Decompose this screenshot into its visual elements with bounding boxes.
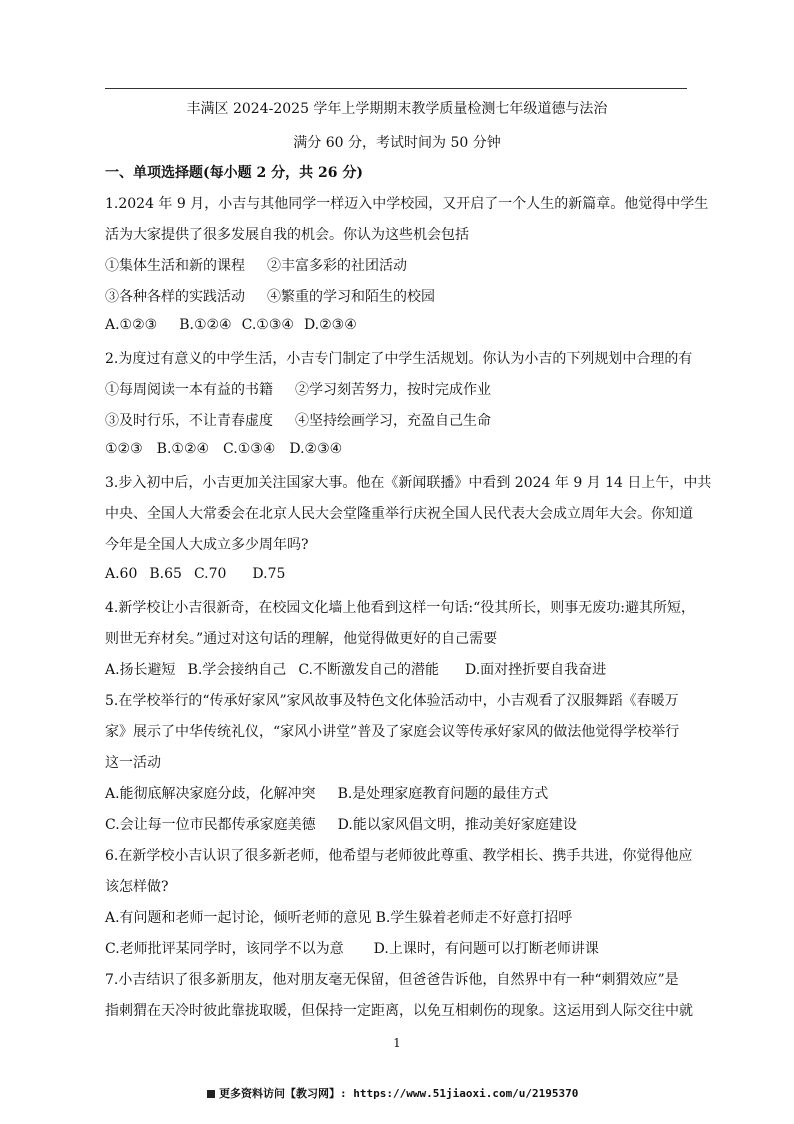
option: B.65 [149, 566, 182, 582]
option: B.是处理家庭教育问题的最佳方式 [337, 786, 549, 802]
question-3-options [105, 566, 307, 582]
statement: ③各种各样的实践活动 [105, 289, 245, 305]
question-6-line-1: 6.在新学校小吉认识了很多新老师，他希望与老师彼此尊重、教学相长、携手共进，你觉得他应 [105, 848, 693, 864]
option: A.有问题和老师一起讨论，倾听老师的意见 [105, 910, 372, 926]
question-4-line-1: 4.新学校让小吉很新奇，在校园文化墙上他看到这样一句话:“役其所长，则事无废功:避其所短， [105, 600, 695, 616]
question-7-line-1: 7.小吉结识了很多新朋友，他对朋友毫无保留，但爸爸告诉他，自然界中有一种“刺猬效应”是 [105, 972, 679, 988]
statement: ②丰富多彩的社团活动 [267, 258, 407, 274]
option: A.①②③ [105, 317, 158, 333]
question-1-line-1: 1.2024 年 9 月，小吉与其他同学一样迈入中学校园，又开启了一个人生的新篇章。他觉得中学生 [105, 196, 709, 212]
option: C.①③④ [241, 317, 294, 333]
question-3-line-1: 3.步入初中后，小吉更加关注国家大事。他在《新闻联播》中看到 2024 年 9 月 14 日上午，中共 [105, 475, 712, 491]
option: C.老师批评某同学时，该同学不以为意 [105, 941, 344, 957]
question-1-statements-row [105, 255, 429, 275]
option: D.上课时，有问题可以打断老师讲课 [373, 941, 599, 957]
page-number: 1 [393, 1036, 401, 1050]
question-5-line-3: 这一活动 [105, 755, 161, 771]
question-2-statements-row [105, 410, 513, 430]
option: B.学会接纳自己 [187, 662, 287, 678]
option: D.②③④ [289, 441, 343, 457]
question-6-options-row [105, 907, 594, 927]
question-4-line-2: 则世无弃材矣。”通过对这句话的理解，他觉得做更好的自己需要 [105, 631, 498, 647]
statement: ④繁重的学习和陌生的校园 [267, 289, 435, 305]
option: C.不断激发自己的潜能 [298, 662, 439, 678]
option: A.扬长避短 [105, 662, 176, 678]
statement: ③及时行乐，不让青春虚度 [105, 413, 273, 429]
question-5-options-row [105, 783, 570, 803]
question-2-statements-row [105, 379, 513, 399]
question-1-line-2: 活为大家提供了很多发展自我的机会。你认为这些机会包括 [105, 227, 469, 243]
flag-icon [207, 1090, 215, 1098]
page-title: 丰满区 2024-2025 学年上学期期末教学质量检测七年级道德与法治 [186, 101, 608, 117]
option: A.能彻底解决家庭分歧，化解冲突 [105, 786, 316, 802]
option: D.②③④ [303, 317, 357, 333]
statement: ①每周阅读一本有益的书籍 [105, 382, 273, 398]
option: B.①②④ [179, 317, 232, 333]
question-6-line-2: 该怎样做? [105, 879, 169, 895]
option: C.①③④ [223, 441, 276, 457]
header-rule [105, 88, 687, 89]
option: C.70 [193, 566, 227, 582]
question-5-line-2: 家》展示了中华传统礼仪，“家风小讲堂”普及了家庭会议等传承好家风的做法他觉得学校举行 [105, 724, 680, 740]
footer-link-row[interactable] [207, 1085, 578, 1101]
statement: ①集体生活和新的课程 [105, 258, 245, 274]
statement: ④坚持绘画学习，充盈自己生命 [295, 413, 491, 429]
option: B.①②④ [156, 441, 210, 457]
option: A.60 [105, 566, 138, 582]
question-5-options-row [105, 814, 599, 834]
statement: ②学习刻苦努力，按时完成作业 [295, 382, 491, 398]
option: ①②③ [105, 441, 143, 457]
question-1-options [105, 317, 379, 333]
question-4-options [105, 659, 628, 679]
question-7-line-2: 指刺猬在天冷时彼此靠拢取暖，但保持一定距离，以免互相刺伤的现象。这运用到人际交往中就 [105, 1003, 693, 1019]
question-5-line-1: 5.在学校举行的“传承好家风”家风故事及特色文化体验活动中，小吉观看了汉服舞蹈《春暖万 [105, 693, 679, 709]
question-6-options-row [105, 938, 621, 958]
section-heading: 一、单项选择题(每小题 2 分，共 26 分) [105, 165, 363, 181]
page-subtitle: 满分 60 分，考试时间为 50 分钟 [293, 135, 501, 151]
option: B.学生躲着老师走不好意打招呼 [375, 910, 573, 926]
question-2-options [105, 441, 364, 457]
footer-link-text[interactable]: 更多资料访问【教习网】: https://www.51jiaoxi.com/u/2195370 [219, 1087, 579, 1100]
question-2-line-1: 2.为度过有意义的中学生活，小吉专门制定了中学生活规划。你认为小吉的下列规划中合理的有 [105, 351, 693, 367]
option: D.能以家风倡文明，推动美好家庭建设 [337, 817, 577, 833]
option: D.面对挫折要自我奋进 [464, 662, 607, 678]
question-3-line-2: 中央、全国人大常委会在北京人民大会堂隆重举行庆祝全国人民代表大会成立周年大会。你知道 [105, 506, 693, 522]
option: D.75 [252, 566, 286, 582]
question-1-statements-row [105, 286, 457, 306]
question-3-line-3: 今年是全国人大成立多少周年吗? [105, 537, 309, 553]
option: C.会让每一位市民都传承家庭美德 [105, 817, 316, 833]
